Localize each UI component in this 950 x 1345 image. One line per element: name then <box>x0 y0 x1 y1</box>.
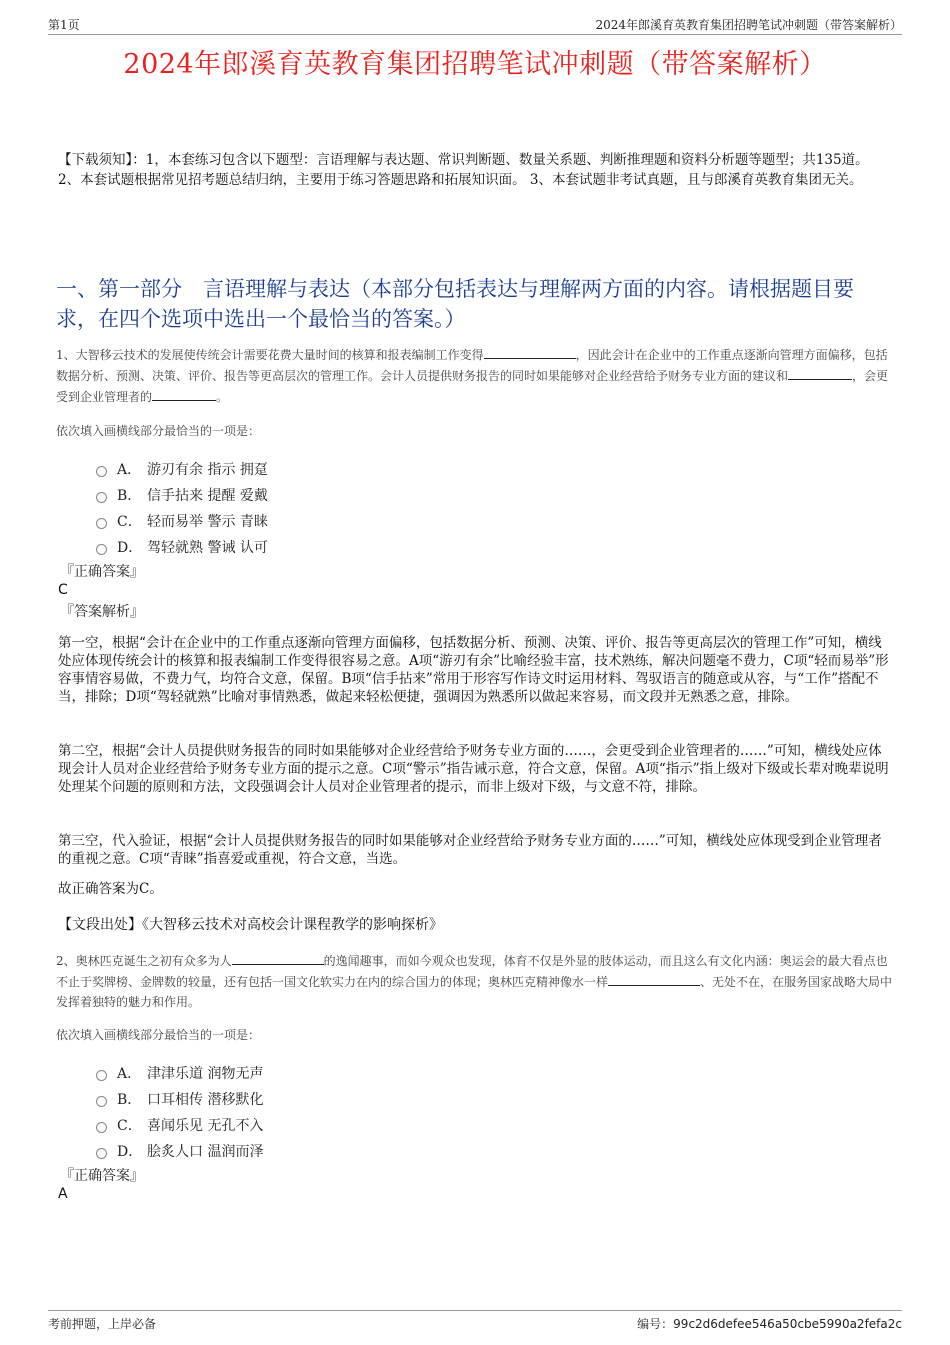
question-1-text <box>56 344 894 407</box>
radio-icon[interactable] <box>96 466 107 477</box>
option-a[interactable] <box>96 456 268 482</box>
question-1-part-a: 1、大智移云技术的发展使传统会计需要花费大量时间的核算和报表编制工作变得 <box>56 348 484 362</box>
radio-icon[interactable] <box>96 1148 107 1159</box>
page-header <box>48 14 902 35</box>
question-2-prompt: 依次填入画横线部分最恰当的一项是： <box>56 1028 261 1042</box>
question-2-part-a: 2、奥林匹克诞生之初有众多为人 <box>56 954 232 968</box>
analysis-paragraph-1: 第一空，根据“会计在企业中的工作重点逐渐向管理方面偏移，包括数据分析、预测、决策、评价、报告等更高层次的管理工作”可知，横线处应体现传统会计的核算和报表编制工作变得很容易之意。A项“游刃有余”比喻经验丰富，技术熟练，解决问题毫不费力，C项“轻而易举”形容事情容易做，不费力气，均符合文意，保留。B项“信手拈来”常用于形容写作诗文时运用材料、驾驭语言的随意或从容，与“工作”搭配不当，排除；D项“驾轻就熟”比喻对事情熟悉，做起来轻松便捷，强调因为熟悉所以做起来容易，而文段并无熟悉之意，排除。 <box>58 635 889 705</box>
question-1-part-c: ，会更受到企业管理者的 <box>56 369 889 404</box>
answer-value: A <box>58 1186 68 1202</box>
footer-code-label: 编号： <box>637 1316 674 1331</box>
option-key: B． <box>117 488 142 504</box>
option-key: C． <box>117 514 142 530</box>
radio-icon[interactable] <box>96 1070 107 1081</box>
option-a[interactable] <box>96 1060 263 1086</box>
footer-code: 99c2d6defee546a50cbe5990a2fefa2c <box>673 1316 902 1331</box>
answer-value: C <box>58 582 68 598</box>
fill-blank <box>152 386 216 401</box>
document-title: 2024年郎溪育英教育集团招聘笔试冲刺题（带答案解析） <box>123 49 827 80</box>
option-c[interactable] <box>96 1112 263 1138</box>
option-key: A． <box>117 462 142 478</box>
option-b[interactable] <box>96 482 268 508</box>
passage-source: 【文段出处】《大智移云技术对高校会计课程教学的影响探析》 <box>58 917 443 933</box>
question-1-part-b: ，因此会计在企业中的工作重点逐渐向管理方面偏移，包括数据分析、预测、决策、评价、报告等更高层次的管理工作。会计人员提供财务报告的同时如果能够对企业经营给予财务专业方面的建议和 <box>56 348 888 383</box>
option-text: 信手拈来 提醒 爱戴 <box>147 488 268 504</box>
page-number: 第1页 <box>48 17 80 32</box>
option-text: 喜闻乐见 无孔不入 <box>147 1118 264 1134</box>
fill-blank <box>484 344 576 359</box>
footer-code-group <box>637 1315 902 1332</box>
answer-label: 『正确答案』 <box>60 564 144 580</box>
option-key: D． <box>117 1144 143 1160</box>
radio-icon[interactable] <box>96 518 107 529</box>
option-key: D． <box>117 540 143 556</box>
answer-label: 『正确答案』 <box>60 1168 144 1184</box>
option-text: 口耳相传 潜移默化 <box>147 1092 264 1108</box>
analysis-conclusion: 故正确答案为C。 <box>58 881 163 897</box>
option-text: 津津乐道 润物无声 <box>147 1066 264 1082</box>
question-1-prompt: 依次填入画横线部分最恰当的一项是： <box>56 424 261 438</box>
question-2-part-b: 的逸闻趣事，而如今观众也发现，体育不仅是外显的肢体运动，而且这么有文化内涵：奥运会的最大看点也不止于奖牌榜、金牌数的较量，还有包括一国文化软实力在内的综合国力的体现；奥林匹克精神像水一样 <box>56 954 888 989</box>
option-text: 轻而易举 警示 青睐 <box>147 514 268 530</box>
question-2-options <box>96 1060 263 1164</box>
analysis-label: 『答案解析』 <box>60 604 144 620</box>
option-key: C． <box>117 1118 142 1134</box>
fill-blank <box>232 950 324 965</box>
option-text: 脍炙人口 温润而泽 <box>147 1144 264 1160</box>
fill-blank <box>608 971 700 986</box>
download-notice: 【下载须知】：1，本套练习包含以下题型：言语理解与表达题、常识判断题、数量关系题、判断推理题和资料分析题等题型；共135道。 2、本套试题根据常见招考题总结归纳，主要用于练习答题思路和拓展知识面。 3、本套试题非考试真题，且与郎溪育英教育集团无关。 <box>58 152 869 188</box>
radio-icon[interactable] <box>96 544 107 555</box>
option-d[interactable] <box>96 1138 263 1164</box>
question-1-options <box>96 456 268 560</box>
option-text: 游刃有余 指示 拥趸 <box>147 462 268 478</box>
analysis-paragraph-3: 第三空，代入验证，根据“会计人员提供财务报告的同时如果能够对企业经营给予财务专业方面的……”可知，横线处应体现受到企业管理者的重视之意。C项“青睐”指喜爱或重视，符合文意，当选。 <box>58 833 882 867</box>
footer-slogan: 考前押题，上岸必备 <box>48 1316 157 1331</box>
question-1-part-d: 。 <box>216 390 229 404</box>
option-c[interactable] <box>96 508 268 534</box>
radio-icon[interactable] <box>96 1122 107 1133</box>
option-b[interactable] <box>96 1086 263 1112</box>
section-title: 一、第一部分 言语理解与表达（本部分包括表达与理解两方面的内容。请根据题目要求，在四个选项中选出一个最恰当的答案。） <box>56 277 854 331</box>
option-key: B． <box>117 1092 142 1108</box>
radio-icon[interactable] <box>96 492 107 503</box>
option-key: A． <box>117 1066 142 1082</box>
running-title: 2024年郎溪育英教育集团招聘笔试冲刺题（带答案解析） <box>595 17 902 32</box>
option-text: 驾轻就熟 警诫 认可 <box>147 540 268 556</box>
question-2-text <box>56 950 894 1012</box>
option-d[interactable] <box>96 534 268 560</box>
fill-blank <box>788 365 852 380</box>
radio-icon[interactable] <box>96 1096 107 1107</box>
page-footer <box>48 1310 902 1335</box>
question-2-part-c: 、无处不在，在服务国家战略大局中发挥着独特的魅力和作用。 <box>56 975 893 1009</box>
analysis-paragraph-2: 第二空，根据“会计人员提供财务报告的同时如果能够对企业经营给予财务专业方面的……，会更受到企业管理者的……”可知，横线处应体现会计人员对企业经营给予财务专业方面的提示之意。C项“警示”指告诫示意，符合文意，保留。A项“指示”指上级对下级或长辈对晚辈说明处理某个问题的原则和方法，文段强调会计人员对企业管理者的提示，而非上级对下级，与文意不符，排除。 <box>58 743 889 795</box>
